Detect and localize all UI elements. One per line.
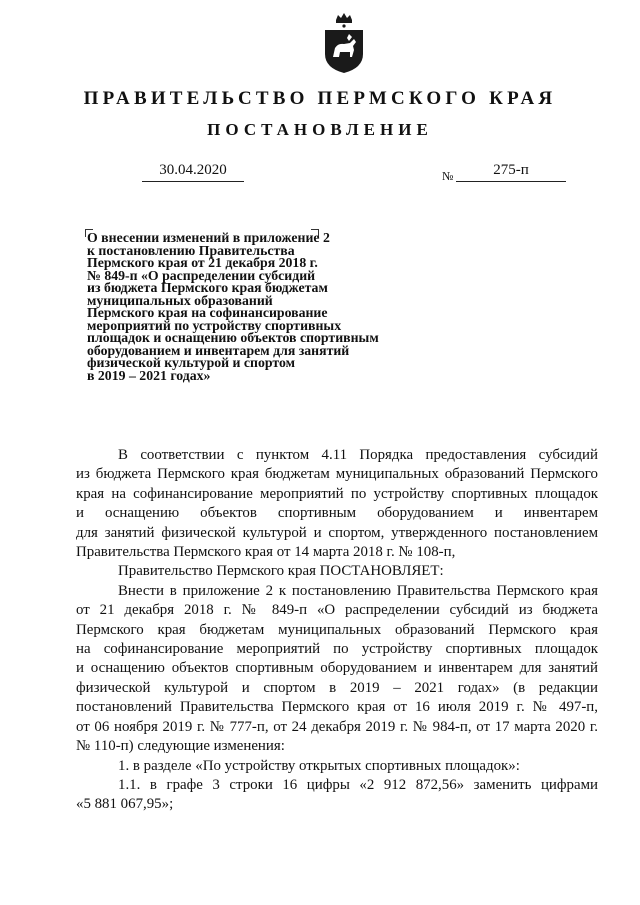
body-line: из бюджета Пермского края бюджетам муниципальных образований Пермского [76, 466, 598, 483]
body-line: постановлений Правительства Пермского края от 16 июля 2019 г. № 497-п, [76, 699, 598, 716]
document-subject [87, 232, 447, 382]
subject-line: мероприятий по устройству спортивных [87, 317, 342, 333]
government-title: ПРАВИТЕЛЬСТВО ПЕРМСКОГО КРАЯ [83, 88, 557, 109]
body-line: физической культурой и спортом в 2019 – 2021 годах» (в редакции [76, 679, 598, 696]
subject-line: в 2019 – 2021 годах» [87, 367, 211, 383]
document-type: ПОСТАНОВЛЕНИЕ [207, 120, 433, 139]
body-line: «5 881 067,95»; [76, 796, 174, 813]
document-body [76, 446, 598, 815]
body-line: Внести в приложение 2 к постановлению Правительства Пермского края [118, 582, 598, 599]
body-line: края на софинансирование мероприятий по устройству спортивных площадок [76, 485, 598, 502]
subject-line: Пермского края от 21 декабря 2018 г. [87, 255, 318, 270]
body-line: 1.1. в графе 3 строки 16 цифры «2 912 872,56» заменить цифрами [118, 776, 598, 793]
body-line: Пермского края бюджетам муниципальных образований Пермского края [76, 621, 598, 638]
body-line: 1. в разделе «По устройству открытых спортивных площадок»: [118, 757, 520, 774]
subject-line: муниципальных образований [87, 292, 273, 308]
body-line: и оснащению объектов спортивным оборудованием и инвентарем для занятий [76, 660, 598, 677]
coat-of-arms-emblem [322, 12, 366, 74]
body-line: Правительство Пермского края ПОСТАНОВЛЯЕТ: [118, 563, 444, 580]
body-line: В соответствии с пунктом 4.11 Порядка предоставления субсидий [118, 447, 598, 463]
subject-line: оборудованием и инвентарем для занятий [87, 342, 350, 358]
subject-line: О внесении изменений в приложение 2 [87, 230, 330, 245]
number-sign: № [442, 169, 454, 183]
document-number: 275-п [456, 162, 566, 182]
subject-line: № 849-п «О распределении субсидий [87, 267, 316, 283]
subject-line: к постановлению Правительства [87, 242, 295, 258]
body-line: Правительства Пермского края от 14 марта 2018 г. № 108-п, [76, 544, 456, 561]
subject-line: из бюджета Пермского края бюджетам [87, 280, 328, 295]
body-line: и оснащению объектов спортивным оборудованием и инвентарем [76, 505, 598, 522]
subject-line: физической культурой и спортом [87, 355, 296, 370]
subject-line: Пермского края на софинансирование [87, 305, 328, 320]
subject-line: площадок и оснащению объектов спортивным [87, 330, 379, 345]
body-line: для занятий физической культурой и спортом, утвержденного постановлением [76, 524, 598, 541]
body-line: № 110-п) следующие изменения: [76, 738, 285, 755]
body-line: от 21 декабря 2018 г. № 849-п «О распределении субсидий из бюджета [76, 602, 598, 619]
document-date: 30.04.2020 [142, 162, 244, 182]
body-line: от 06 ноября 2019 г. № 777-п, от 24 декабря 2019 г. № 984-п, от 17 марта 2020 г. [76, 718, 598, 735]
body-line: на софинансирование мероприятий по устройству спортивных площадок [76, 641, 598, 658]
